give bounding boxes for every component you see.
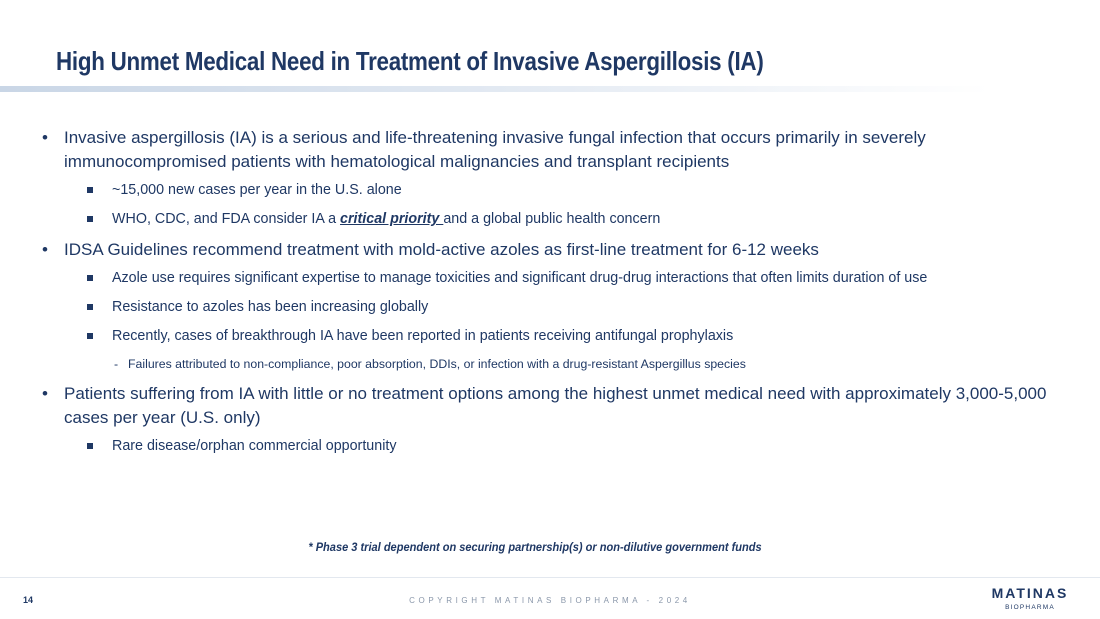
sub-bullet-text: ~15,000 new cases per year in the U.S. alone bbox=[112, 182, 402, 198]
square-bullet-icon bbox=[87, 216, 93, 222]
square-bullet-icon bbox=[87, 275, 93, 281]
bullet-unmet-need bbox=[40, 382, 1070, 430]
slide-title: High Unmet Medical Need in Treatment of Invasive Aspergillosis (IA) bbox=[56, 46, 764, 76]
critical-priority-link[interactable]: critical priority bbox=[340, 211, 444, 227]
bullet-dot: • bbox=[42, 240, 48, 259]
bullet-ia-definition bbox=[40, 126, 1070, 174]
bullet-dot: • bbox=[42, 128, 48, 147]
sub-bullet-breakthrough bbox=[40, 326, 1070, 347]
logo-subtext: BIOPHARMA bbox=[1005, 604, 1055, 611]
bullet-text: IDSA Guidelines recommend treatment with mold-active azoles as first-line treatment for 6-12 weeks bbox=[64, 240, 819, 259]
bullet-dot: • bbox=[42, 384, 48, 403]
sub-bullet-cases bbox=[40, 180, 1070, 201]
bullet-text: Patients suffering from IA with little or no treatment options among the highest unmet medical need with approximately 3,000-5,000 cases per year (U.S. only) bbox=[64, 384, 1047, 427]
copyright-text: COPYRIGHT MATINAS BIOPHARMA - 2024 bbox=[409, 596, 691, 605]
sub-bullet-text: Resistance to azoles has been increasing globally bbox=[112, 299, 429, 315]
sub-sub-bullet-text: Failures attributed to non-compliance, poor absorption, DDIs, or infection with a drug-resistant Aspergillus species bbox=[128, 357, 746, 371]
dash-bullet: - bbox=[114, 357, 119, 371]
sub-bullet-orphan-opportunity bbox=[40, 436, 1070, 457]
sub-bullet-text: Recently, cases of breakthrough IA have been reported in patients receiving antifungal prophylaxis bbox=[112, 328, 734, 344]
square-bullet-icon bbox=[87, 333, 93, 339]
sub-bullet-prefix: WHO, CDC, and FDA consider IA a bbox=[112, 211, 341, 227]
page-number: 14 bbox=[23, 595, 34, 605]
title-divider bbox=[0, 86, 1100, 92]
slide-content bbox=[40, 126, 1070, 465]
logo-wordmark: MATINAS bbox=[991, 585, 1069, 601]
sub-bullet-suffix: and a global public health concern bbox=[443, 211, 661, 227]
sub-bullet-text: Rare disease/orphan commercial opportunity bbox=[112, 438, 397, 454]
sub-bullet-azole-expertise bbox=[40, 268, 1070, 289]
footnote: * Phase 3 trial dependent on securing partnership(s) or non-dilutive government funds bbox=[308, 540, 762, 554]
square-bullet-icon bbox=[87, 304, 93, 310]
sub-bullet-resistance bbox=[40, 297, 1070, 318]
sub-sub-bullet-failures bbox=[40, 355, 1070, 373]
bullet-idsa-guidelines bbox=[40, 238, 1070, 262]
sub-bullet-text: Azole use requires significant expertise to manage toxicities and significant drug-drug interactions that often limits duration of use bbox=[112, 270, 928, 286]
matinas-logo bbox=[985, 585, 1075, 612]
bullet-text: Invasive aspergillosis (IA) is a serious and life-threatening invasive fungal infection that occurs primarily in severely immunocompromised patients with hematological malignancies and transplant recipients bbox=[64, 128, 926, 171]
sub-bullet-critical-priority bbox=[40, 209, 1070, 230]
square-bullet-icon bbox=[87, 187, 93, 193]
square-bullet-icon bbox=[87, 443, 93, 449]
footer-divider bbox=[0, 577, 1100, 578]
